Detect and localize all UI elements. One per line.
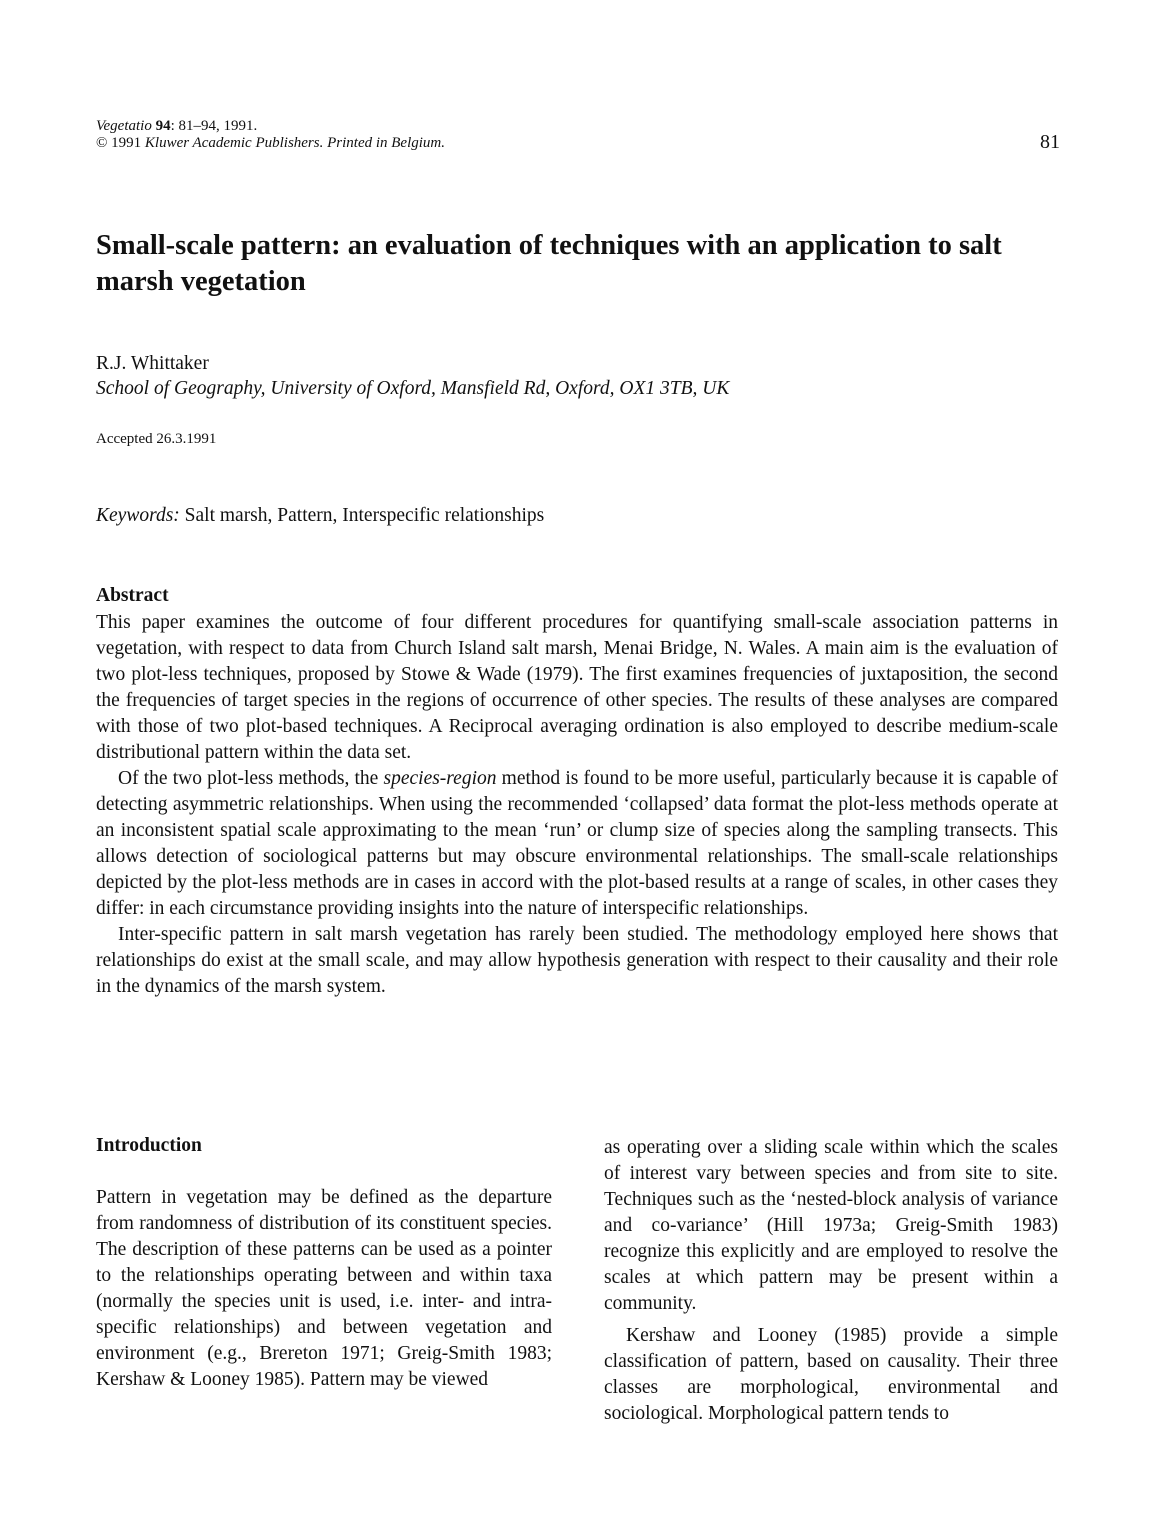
keywords-list: Salt marsh, Pattern, Interspecific relationships bbox=[184, 505, 545, 526]
abstract-paragraph-3: Inter-specific pattern in salt marsh vegetation has rarely been studied. The methodology employed here shows that relationships do exist at the small scale, and may allow hypothesis generation with respect to their causality and their role in the dynamics of the marsh system. bbox=[96, 924, 1058, 997]
keywords bbox=[96, 505, 544, 527]
abstract-p2-start: Of the two plot-less methods, the bbox=[118, 768, 384, 789]
intro-left-paragraph: Pattern in vegetation may be defined as the departure from randomness of distribution of its constituent species. The description of these patterns can be used as a pointer to the relationships operating between and within taxa (normally the species unit is used, i.e. inter- and intra-specific relationships) and between vegetation and environment (e.g., Brereton 1971; Greig-Smith 1983; Kershaw & Looney 1985). Pattern may be viewed bbox=[96, 1187, 552, 1390]
abstract-body bbox=[96, 610, 1058, 1000]
author-name: R.J. Whittaker bbox=[96, 353, 209, 374]
page-number: 81 bbox=[1040, 131, 1060, 153]
journal-volume: 94 bbox=[155, 118, 171, 134]
journal-name: Vegetatio bbox=[96, 118, 152, 134]
intro-right-paragraph-1: as operating over a sliding scale within which the scales of interest vary between species and from site to site. Techniques such as the ‘nested-block analysis of variance and co-variance’ (Hill 1973a; Greig-Smith 1983) recognize this explicitly and are employed to resolve the scales at which pattern may be present within a community. bbox=[604, 1137, 1058, 1314]
publisher-line: Kluwer Academic Publishers. Printed in Belgium. bbox=[144, 135, 446, 151]
abstract-p2-rest: method is found to be more useful, particularly because it is capable of detecting asymmetric relationships. When using the recommended ‘collapsed’ data format the plot-less methods operate at an inconsistent spatial scale approximating to the mean ‘run’ or clump size of species along the sampling transects. This allows detection of sociological patterns but may obscure environmental relationships. The small-scale relationships depicted by the plot-less methods are in cases in accord with the plot-based results at a range of scales, in other cases they differ: in each circumstance providing insights into the nature of interspecific relationships. bbox=[96, 768, 1058, 919]
journal-pages-year: : 81–94, 1991. bbox=[170, 118, 258, 134]
intro-right-paragraph-2: Kershaw and Looney (1985) provide a simple classification of pattern, based on causality. Their three classes are morphological, environmental and sociological. Morphological pattern tends to bbox=[604, 1325, 1058, 1424]
introduction-left-column bbox=[96, 1185, 552, 1393]
introduction-heading: Introduction bbox=[96, 1135, 202, 1156]
author-affiliation: School of Geography, University of Oxford, Mansfield Rd, Oxford, OX1 3TB, UK bbox=[96, 378, 730, 399]
accepted-date: Accepted 26.3.1991 bbox=[96, 431, 217, 447]
abstract-p2-italic: species-region bbox=[383, 768, 497, 789]
abstract-paragraph-1: This paper examines the outcome of four different procedures for quantifying small-scale association patterns in vegetation, with respect to data from Church Island salt marsh, Menai Bridge, N. Wales. A main aim is the evaluation of two plot-less techniques, proposed by Stowe & Wade (1979). The first examines frequencies of juxtaposition, the second the frequencies of target species in the regions of occurrence of other species. The results of these analyses are compared with those of two plot-based techniques. A Reciprocal averaging ordination is also employed to describe medium-scale distributional pattern within the data set. bbox=[96, 612, 1058, 763]
introduction-right-column bbox=[604, 1135, 1058, 1427]
citation-line bbox=[96, 118, 445, 135]
article-title: Small-scale pattern: an evaluation of techniques with an application to salt marsh vegetation bbox=[96, 230, 1002, 297]
abstract-heading: Abstract bbox=[96, 585, 169, 606]
journal-citation bbox=[96, 118, 445, 152]
copyright-line bbox=[96, 135, 445, 152]
keywords-label: Keywords: bbox=[96, 505, 180, 526]
abstract-paragraph-2 bbox=[96, 766, 1058, 922]
copyright-year: 1991 bbox=[111, 135, 142, 151]
copyright-symbol: © bbox=[96, 135, 108, 151]
